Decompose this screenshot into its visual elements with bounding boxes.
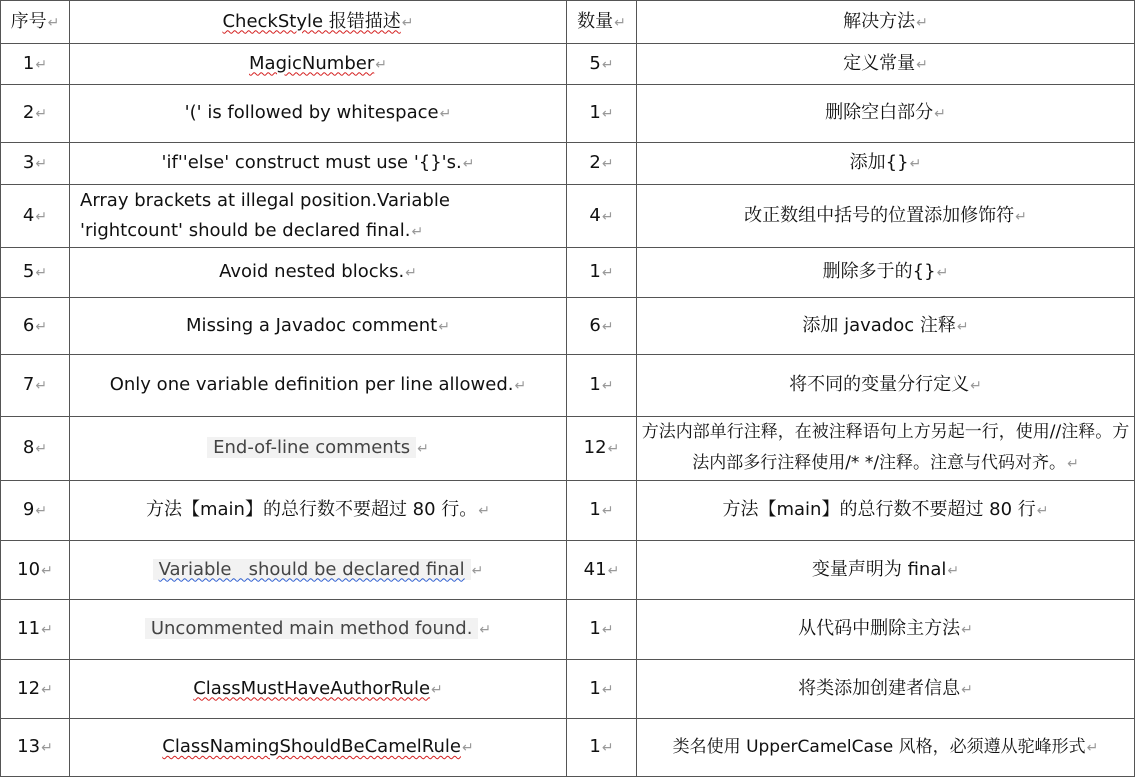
row-index: 11↵ — [1, 600, 70, 660]
row-solution: 类名使用 UpperCamelCase 风格，必须遵从驼峰形式↵ — [637, 719, 1135, 777]
table-row — [1, 660, 1135, 719]
table-row — [1, 44, 1135, 85]
header-description: CheckStyle 报错描述↵ — [70, 1, 567, 44]
row-description: End-of-line comments ↵ — [70, 417, 567, 481]
row-index: 9↵ — [1, 481, 70, 541]
row-solution: 将不同的变量分行定义↵ — [637, 355, 1135, 417]
table-row — [1, 600, 1135, 660]
row-index: 3↵ — [1, 143, 70, 185]
row-description: 方法【main】的总行数不要超过 80 行。↵ — [70, 481, 567, 541]
row-index: 8↵ — [1, 417, 70, 481]
row-index: 6↵ — [1, 298, 70, 355]
row-solution: 从代码中删除主方法↵ — [637, 600, 1135, 660]
table-row — [1, 355, 1135, 417]
row-solution: 方法【main】的总行数不要超过 80 行↵ — [637, 481, 1135, 541]
table-header-row — [1, 1, 1135, 44]
table-row — [1, 85, 1135, 143]
paragraph-mark: ↵ — [614, 14, 626, 31]
row-description: Avoid nested blocks.↵ — [70, 248, 567, 298]
row-description: Missing a Javadoc comment↵ — [70, 298, 567, 355]
row-solution: 改正数组中括号的位置添加修饰符↵ — [637, 185, 1135, 248]
table-row — [1, 143, 1135, 185]
row-count: 5↵ — [567, 44, 637, 85]
row-count: 1↵ — [567, 355, 637, 417]
row-solution: 添加 javadoc 注释↵ — [637, 298, 1135, 355]
row-count: 1↵ — [567, 481, 637, 541]
paragraph-mark: ↵ — [401, 14, 414, 31]
row-solution: 变量声明为 final↵ — [637, 541, 1135, 600]
row-solution: 定义常量↵ — [637, 44, 1135, 85]
row-description: ClassNamingShouldBeCamelRule↵ — [70, 719, 567, 777]
row-description: '(' is followed by whitespace↵ — [70, 85, 567, 143]
row-description: Variable should be declared final ↵ — [70, 541, 567, 600]
row-count: 1↵ — [567, 248, 637, 298]
row-count: 1↵ — [567, 660, 637, 719]
row-solution: 添加{}↵ — [637, 143, 1135, 185]
row-count: 1↵ — [567, 85, 637, 143]
row-index: 2↵ — [1, 85, 70, 143]
header-index: 序号↵ — [1, 1, 70, 44]
row-index: 5↵ — [1, 248, 70, 298]
row-index: 7↵ — [1, 355, 70, 417]
table-row — [1, 541, 1135, 600]
paragraph-mark: ↵ — [47, 14, 60, 31]
table-row — [1, 248, 1135, 298]
table-row — [1, 481, 1135, 541]
row-description: 'if''else' construct must use '{}'s.↵ — [70, 143, 567, 185]
row-index: 12↵ — [1, 660, 70, 719]
row-index: 1↵ — [1, 44, 70, 85]
row-count: 6↵ — [567, 298, 637, 355]
paragraph-mark: ↵ — [916, 14, 928, 31]
row-description: Only one variable definition per line allowed.↵ — [70, 355, 567, 417]
table-row — [1, 185, 1135, 248]
table-row — [1, 719, 1135, 777]
row-index: 10↵ — [1, 541, 70, 600]
row-index: 13↵ — [1, 719, 70, 777]
row-count: 2↵ — [567, 143, 637, 185]
row-solution: 删除空白部分↵ — [637, 85, 1135, 143]
header-solution: 解决方法↵ — [637, 1, 1135, 44]
row-index: 4↵ — [1, 185, 70, 248]
row-solution: 将类添加创建者信息↵ — [637, 660, 1135, 719]
row-count: 1↵ — [567, 600, 637, 660]
row-count: 4↵ — [567, 185, 637, 248]
row-description: ClassMustHaveAuthorRule↵ — [70, 660, 567, 719]
header-count: 数量↵ — [567, 1, 637, 44]
table-row — [1, 298, 1135, 355]
row-solution: 删除多于的{}↵ — [637, 248, 1135, 298]
row-solution: 方法内部单行注释，在被注释语句上方另起一行，使用//注释。方法内部多行注释使用/* */注释。注意与代码对齐。↵ — [637, 417, 1135, 481]
table-row — [1, 417, 1135, 481]
row-description: MagicNumber↵ — [70, 44, 567, 85]
row-count: 41↵ — [567, 541, 637, 600]
row-count: 12↵ — [567, 417, 637, 481]
row-description: Uncommented main method found. ↵ — [70, 600, 567, 660]
row-count: 1↵ — [567, 719, 637, 777]
row-description: Array brackets at illegal position.Variable 'rightcount' should be declared final.↵ — [70, 185, 567, 248]
